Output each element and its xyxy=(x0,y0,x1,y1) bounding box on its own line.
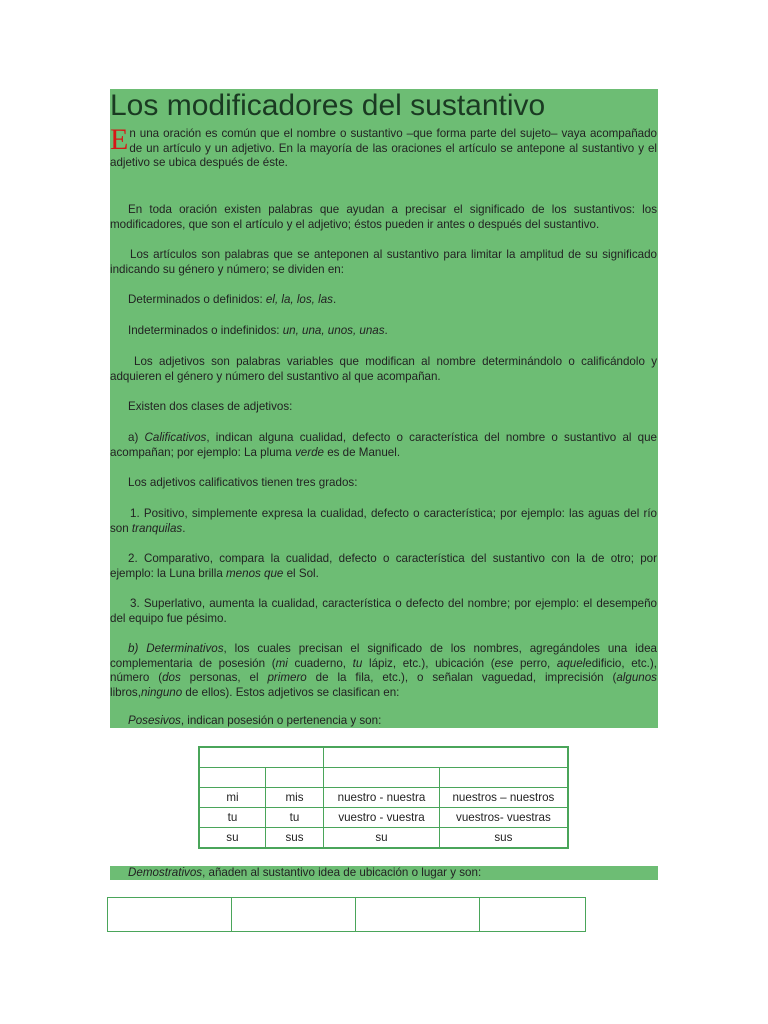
paragraph-demostrativos: Demostrativos, añaden al sustantivo idea de ubicación o lugar y son: xyxy=(128,866,482,879)
paragraph-determinativos: b) Determinativos, los cuales precisan el significado de los nombres, agregándoles una idea complementaria de posesión (mi cuaderno, tu lápiz, etc.), ubicación (ese perro, aqueledificio, etc.), número (dos personas, el primero de la fila, etc.), o señalan vaguedad, imprecisión (algunos libros,ninguno de ellos). Estos adjetivos se clasifican en: xyxy=(110,642,657,699)
table-row xyxy=(199,828,568,849)
table-row xyxy=(199,788,568,808)
table-cell: nuestros – nuestros xyxy=(439,788,568,808)
intro-paragraph xyxy=(110,123,657,171)
paragraph-calificativos: a) Calificativos, indican alguna cualidad, defecto o característica del nombre o sustantivo al que acompañan; por ejemplo: La pluma verde es de Manuel. xyxy=(110,431,657,459)
drop-cap: E xyxy=(110,123,129,156)
paragraph-determinados: Determinados o definidos: el, la, los, las. xyxy=(128,293,337,306)
table-cell xyxy=(265,768,323,788)
table-cell: tu xyxy=(199,808,265,828)
demostrativos-table xyxy=(107,897,586,932)
table-cell xyxy=(479,898,585,932)
table-cell xyxy=(324,768,440,788)
table-cell xyxy=(231,898,355,932)
table-cell: sus xyxy=(439,828,568,849)
table-row xyxy=(199,768,568,788)
intro-text: n una oración es común que el nombre o sustantivo –que forma parte del sujeto– vaya acompañado de un artículo y un adjetivo. En la mayoría de las oraciones el artículo se antepone al sustantivo y el adjetivo se ubica después de éste. xyxy=(110,127,657,170)
table-cell xyxy=(199,768,265,788)
paragraph-grados: Los adjetivos calificativos tienen tres grados: xyxy=(128,476,358,489)
posesivos-table xyxy=(198,746,569,849)
paragraph-clases: Existen dos clases de adjetivos: xyxy=(128,400,293,413)
table-row xyxy=(199,808,568,828)
table-cell: su xyxy=(324,828,440,849)
page-title: Los modificadores del sustantivo xyxy=(110,89,546,122)
table-cell: mi xyxy=(199,788,265,808)
table-cell xyxy=(439,768,568,788)
table-cell xyxy=(355,898,479,932)
table-cell: su xyxy=(199,828,265,849)
table-cell: vuestros- vuestras xyxy=(439,808,568,828)
table-row xyxy=(199,747,568,768)
paragraph-superlativo: 3. Superlativo, aumenta la cualidad, característica o defecto del nombre; por ejemplo: el desempeño del equipo fue pésimo. xyxy=(110,597,657,625)
table-cell: nuestro - nuestra xyxy=(324,788,440,808)
paragraph-positivo: 1. Positivo, simplemente expresa la cualidad, defecto o característica; por ejemplo: las aguas del río son tranquilas. xyxy=(110,507,657,535)
paragraph-modificadores: En toda oración existen palabras que ayudan a precisar el significado de los sustantivos: los modificadores, que son el artículo y el adjetivo; éstos pueden ir antes o después del sustantivo. xyxy=(110,203,657,231)
table-cell: mis xyxy=(265,788,323,808)
table-row xyxy=(108,898,586,932)
paragraph-adjetivos: Los adjetivos son palabras variables que modifican al nombre determinándolo o calificándolo y adquieren el género y número del sustantivo al que acompañan. xyxy=(110,355,657,383)
paragraph-indeterminados: Indeterminados o indefinidos: un, una, unos, unas. xyxy=(128,324,388,337)
table-cell xyxy=(324,747,568,768)
table-cell: vuestro - vuestra xyxy=(324,808,440,828)
paragraph-comparativo: 2. Comparativo, compara la cualidad, defecto o característica del sustantivo con la de otro; por ejemplo: la Luna brilla menos que el Sol. xyxy=(110,552,657,580)
table-cell xyxy=(199,747,324,768)
paragraph-articulos: Los artículos son palabras que se anteponen al sustantivo para limitar la amplitud de su significado indicando su género y número; se dividen en: xyxy=(110,248,657,276)
table-cell: sus xyxy=(265,828,323,849)
paragraph-posesivos: Posesivos, indican posesión o pertenencia y son: xyxy=(128,714,382,727)
table-cell: tu xyxy=(265,808,323,828)
table-cell xyxy=(108,898,232,932)
